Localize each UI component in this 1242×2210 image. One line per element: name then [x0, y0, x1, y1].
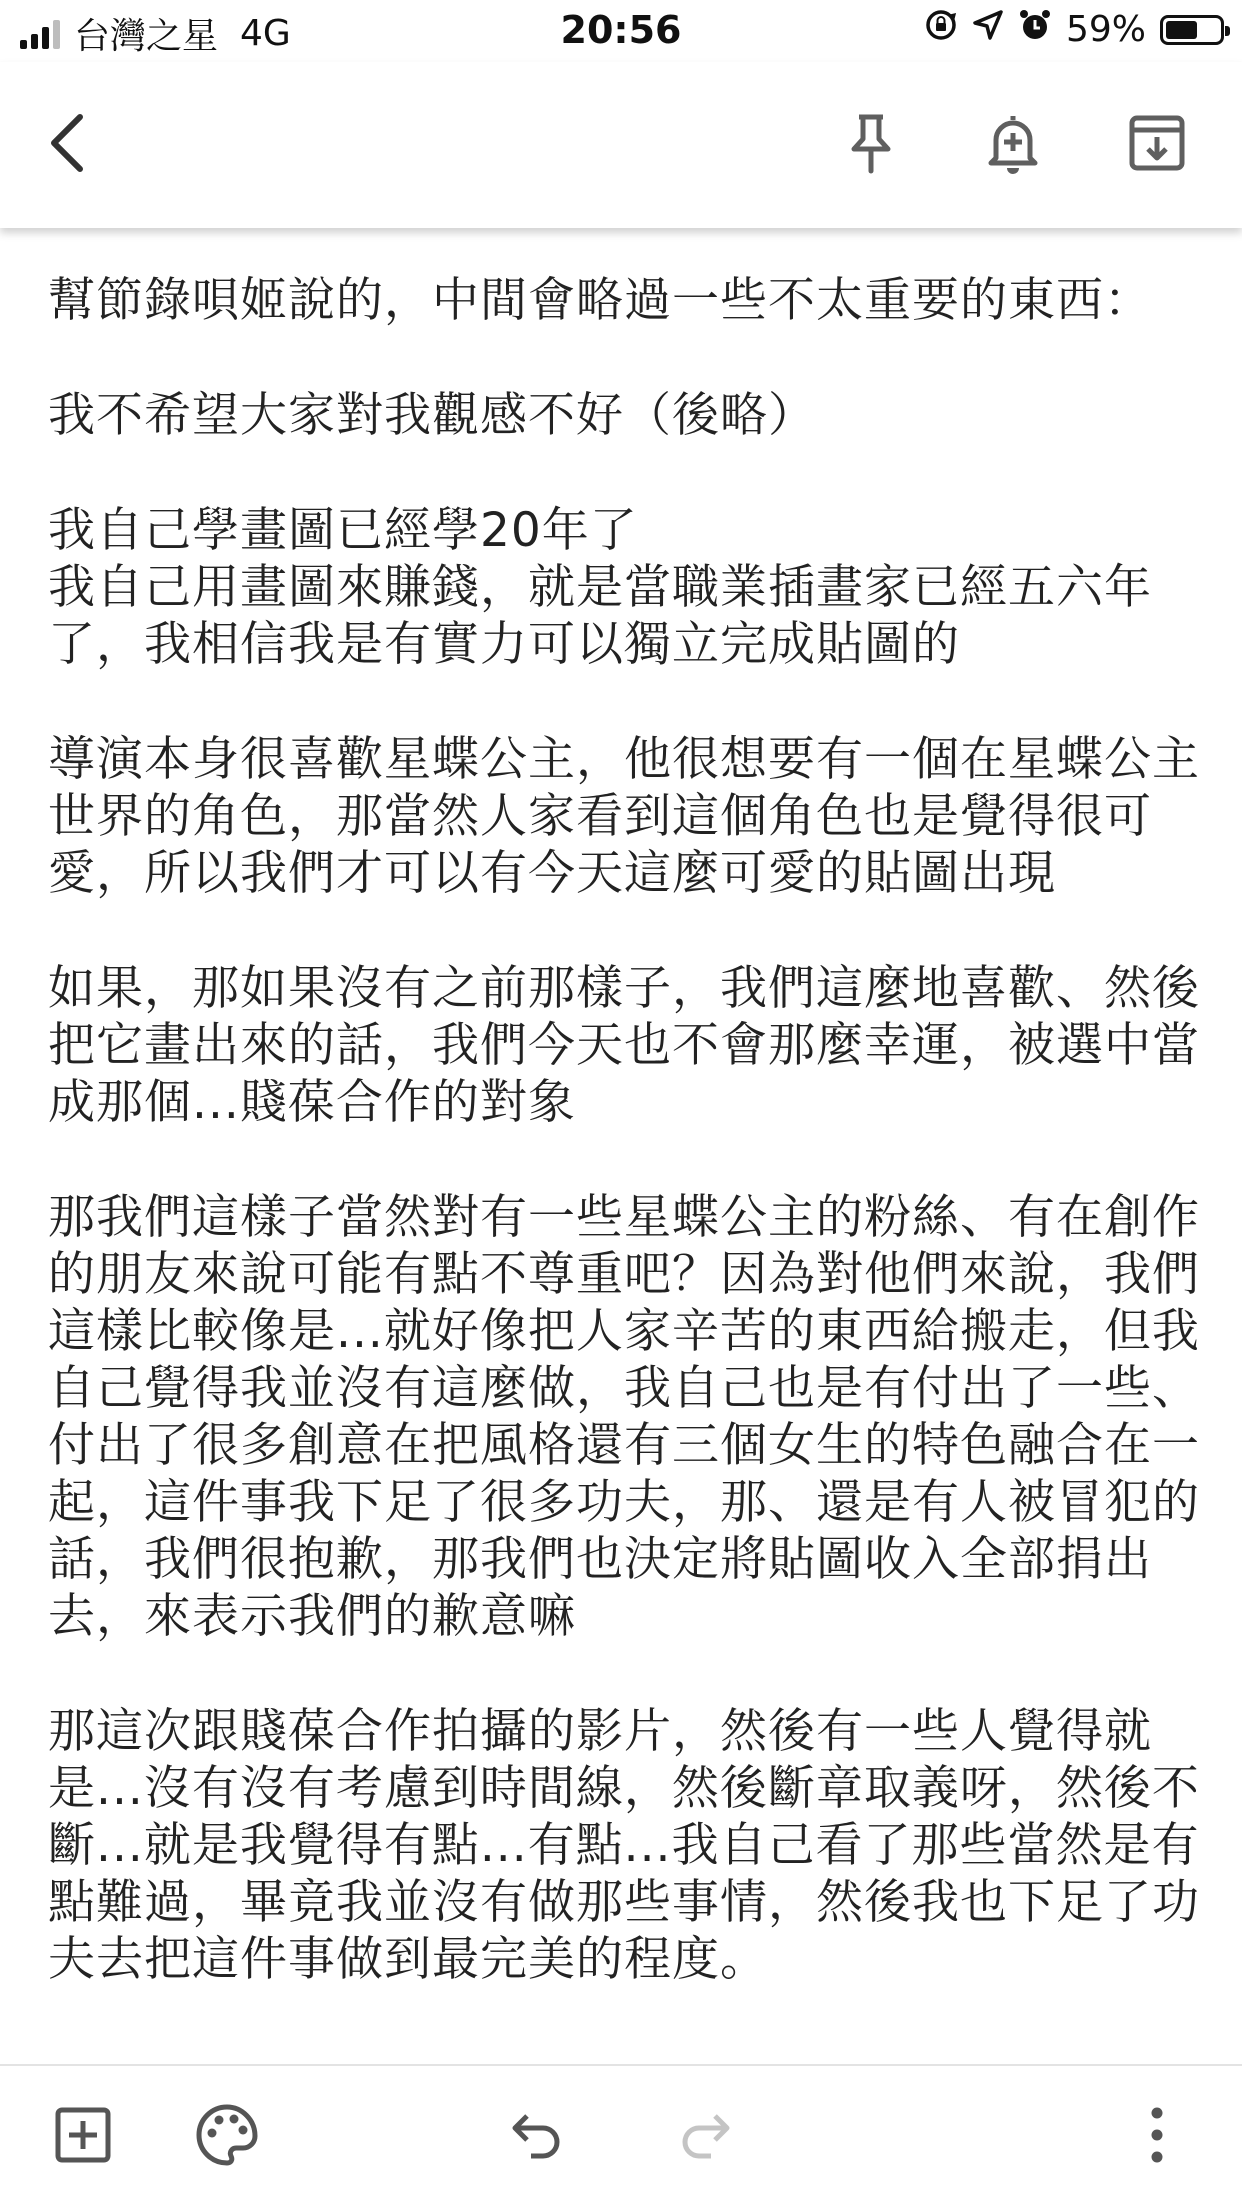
note-paragraph: 幫節錄唄姬說的，中間會略過一些不太重要的東西：: [48, 273, 1152, 328]
alarm-icon: [1018, 8, 1052, 51]
undo-button[interactable]: [492, 2092, 582, 2182]
palette-icon: [195, 2103, 259, 2171]
more-options-button[interactable]: [1112, 2092, 1202, 2182]
undo-icon: [509, 2110, 565, 2164]
battery-icon: [1160, 15, 1224, 45]
rotation-lock-icon: [924, 8, 958, 51]
battery-cap: [1225, 26, 1230, 36]
back-arrow-icon: [42, 111, 92, 179]
note-paragraph: 如果，那如果沒有之前那樣子，我們這麼地喜歡、然後把它畫出來的話，我們今天也不會那麼幸運，被選中當成那個...賤葆合作的對象: [48, 961, 1200, 1130]
status-bar: [0, 0, 1242, 62]
battery-fill: [1166, 21, 1197, 39]
more-vert-icon: [1147, 2105, 1167, 2169]
note-body-text[interactable]: [48, 272, 1208, 2046]
archive-button[interactable]: [1112, 100, 1202, 190]
add-content-button[interactable]: [38, 2092, 128, 2182]
note-paragraph: 那這次跟賤葆合作拍攝的影片，然後有一些人覺得就是...沒有沒有考慮到時間線，然後斷章取義呀，然後不斷...就是我覺得有點...有點...我自己看了那些當然是有點難過，畢竟我並沒有做那些事情，然後我也下足了功夫去把這件事做到最完美的程度。: [48, 1704, 1200, 1987]
note-paragraph: 我不希望大家對我觀感不好（後略）: [48, 388, 816, 443]
change-color-button[interactable]: [182, 2092, 272, 2182]
note-paragraph: 那我們這樣子當然對有一些星蝶公主的粉絲、有在創作的朋友來說可能有點不尊重吧？因為對他們來說，我們這樣比較像是...就好像把人家辛苦的東西給搬走，但我自己覺得我並沒有這麼做，我自己也是有付出了一些、付出了很多創意在把風格還有三個女生的特色融合在一起，這件事我下足了很多功夫，那、還是有人被冒犯的話，我們很抱歉，那我們也決定將貼圖收入全部捐出去，來表示我們的歉意嘛: [48, 1190, 1200, 1644]
status-time: 20:56: [560, 8, 682, 52]
battery-percent: 59%: [1065, 9, 1146, 50]
status-right: [924, 8, 1224, 51]
bottom-toolbar: [0, 2064, 1242, 2210]
add-box-icon: [54, 2106, 112, 2168]
location-icon: [972, 9, 1004, 50]
redo-icon: [677, 2110, 733, 2164]
network-type: 4G: [240, 13, 291, 54]
archive-icon: [1128, 114, 1186, 176]
note-paragraph: 導演本身很喜歡星蝶公主，他很想要有一個在星蝶公主世界的角色，那當然人家看到這個角色也是覺得很可愛，所以我們才可以有今天這麼可愛的貼圖出現: [48, 732, 1200, 901]
back-button[interactable]: [22, 100, 112, 190]
note-paragraph: 我自己學畫圖已經學20年了 我自己用畫圖來賺錢，就是當職業插畫家已經五六年了，我相信我是有實力可以獨立完成貼圖的: [48, 503, 1152, 672]
redo-button[interactable]: [660, 2092, 750, 2182]
pin-icon: [844, 111, 898, 179]
pin-button[interactable]: [826, 100, 916, 190]
reminder-button[interactable]: [968, 100, 1058, 190]
note-toolbar: [0, 62, 1242, 228]
reminder-bell-icon: [983, 110, 1043, 180]
carrier-name: 台灣之星: [74, 16, 219, 57]
